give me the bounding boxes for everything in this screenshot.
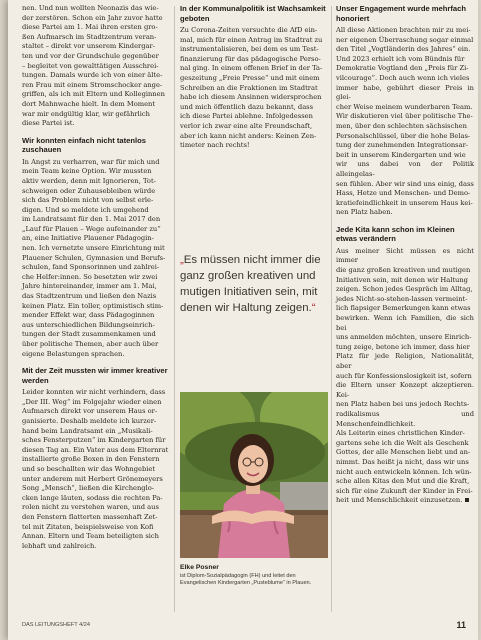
paragraph: All diese Aktionen brachten mir zu mei- ner eigenen Überraschung sogar einmal den Titel „Vogtländerin des Jahres“ ein. Und 2023 erhielt ich vom Bündnis für Demokratie Vogtland den „Preis für Zi- vilcourage“. Doch auch wenn ich vieles immer habe, gebührt dieser Preis in glei- cher Weise meinem wunderbaren Team. Wir diskutieren viel über politische The- men, über den schlechten sächsischen Personalschlüssel, über die hohe Belas- tung der zunehmenden Integrationsar- beit in unserem Kindergarten und wie wir uns dabei von der Politik alleingelas- sen fühlen. Aber wir sind uns einig, dass Hass, Hetze und Menschen- und Demo- kratiefeindlichkeit in unserem Haus kei- nen Platz haben. (336, 26, 474, 217)
column-1 (22, 4, 170, 555)
pull-quote-text: Es müssen nicht immer die ganz großen kreativen und mutigen Initiativen sein, mit denen wir Haltung zeigen. (180, 254, 321, 314)
paragraph: Leider konnten wir nicht verhindern, dass „Der III. Weg“ im Folgejahr wieder einen Aufmarsch direkt vor unserem Haus or- ganisierte. Deshalb meldete ich kurzer- hand beim Landratsamt ein „Musikali- sches Fensterputzen“ im Kindergarten für diesen Tag an. Ein Vater aus dem Elternrat installierte große Boxen in den Fenstern und so beschallten wir das Wohngebiet unter anderem mit Herbert Grönemeyers Song „Mensch“, ließen die Kirchenglo- cken lange läuten, sodass die rechten Pa- rolen nicht zu verstehen waren, und aus den Fenstern flatterten massenhaft Zet- tel mit Zitaten, beispielsweise von Kofi Annan. Eltern und Team beteiligten sich lebhaft und zahlreich. (22, 388, 169, 550)
paragraph: Zu Corona-Zeiten versuchte die AfD ein- mal, mich für einen Antrag im Stadtrat zu instrumentalisieren, bei dem es um Test- finanzierung für das pädagogische Perso- nal ging. In einem offenen Brief in der Ta- geszeitung „Freie Presse“ und mit einem Schreiben an die Fraktionen im Stadtrat habe ich diesem Ansinnen widersprochen und mich öffentlich dazu bekannt, dass ich diese Partei ablehne. Infolgedessen verlor ich zwar eine alte Freundschaft, aber ich kann nicht anders: Keinen Zen- timeter nach rechts! (180, 26, 323, 150)
pull-quote-block (180, 250, 328, 316)
pull-quote (180, 250, 328, 316)
column-2 (180, 4, 328, 614)
quote-open-mark: „ (180, 254, 184, 266)
magazine-page (8, 0, 478, 640)
publication-name: DAS LEITUNGSHEFT 4/24 (22, 622, 90, 628)
caption-text: ist Diplom-Sozialpädagogin (FH) und leitet den Evangelischen Kindergarten „Pusteblume“ in Plauen. (180, 573, 312, 587)
paragraph-text: Aus meiner Sicht müssen es nicht immer die ganz großen kreativen und mutigen Initiativen sein, mit denen wir Haltung zeigen. Schon jedes Gespräch im Alltag, jedes Nicht-so-stehen-lassen vermeint- lich flapsiger Bemerkungen kann etwas bewirken. Wenn ich Familien, die sich bei uns anmelden möchten, unsere Einrich- tung zeige, betone ich immer, dass hier Platz für jede Religion, Nationalität, aber auch für Konfessionslosigkeit ist, sofern die Eltern unser Konzept akzeptieren. Kei- nen Platz haben bei uns jedoch Rechts- radikalismus und Menschenfeindlichkeit. Als Leiterin eines christlichen Kinder- gartens sehe ich die Welt als Geschenk Gottes, der alle Menschen liebt und an- nimmt. Das heißt ja nicht, dass wir uns nicht auch entwickeln können. Ich wün- sche allen Kitas den Mut und die Kraft, sich für eine Zukunft der Kinder in Frei- heit und Menschlichkeit einzusetzen. (336, 246, 474, 505)
paragraph: In Angst zu verharren, war für mich und mein Team keine Option. Wir mussten aktiv werden, denn mit Ignorieren, Tot- schweigen oder Zuhausebleiben würde sich das Problem nicht von selbst erle- digen. Und so meldete ich umgehend im Landratsamt für den 1. Mai 2017 den „Lauf für Plauen – Wege aufeinander zu“ an, eine Initiative Plauener Pädagogin- nen. Ich vernetzte unsere Einrichtung mit Plauener Schulen, Gymnasien und Berufs- schulen, fand Sponsorinnen und zahlrei- che Helfer:innen. So besetzten wir zwei Jahre hintereinander, immer am 1. Mai, das Stadtzentrum und ließen den Nazis keinen Platz. Ein toller, optimistisch stim- mender Effekt war, dass Pädagoginnen aus unterschiedlichen Bildungseinrich- tungen der Stadt zusammenkamen und über politische Themen, aber auch über eigene Belastungen sprachen. (22, 157, 166, 358)
subheading: In der Kommunalpolitik ist Wachsamkeit geboten (180, 4, 326, 23)
paragraph: nen. Und nun wollten Neonazis das wie- der zerstören. Schon ein Jahr zuvor hatte diese Partei am 1. Mai ihren ersten gro- ßen Aufmarsch im Stadtzentrum veran- staltet – direkt vor unserem Kindergar- ten und vor der Grundschule gegenüber – begleitet von gewalttätigen Ausschrei- tungen. Damals wurde ich von einer älte- ren Frau mit einem Stromschocker ange- griffen, als ich mit Eltern und Kolleginnen dort Mahnwache hielt. In dem Moment war mir endgültig klar, wir gefährlich diese Partei ist. (22, 4, 165, 128)
column-divider (331, 6, 332, 612)
portrait-photo (180, 392, 328, 558)
subheading: Jede Kita kann schon im Kleinen etwas verändern (336, 224, 455, 244)
caption-name: Elke Posner (180, 564, 219, 571)
quote-close-mark: “ (311, 302, 316, 314)
subheading: Wir konnten einfach nicht tatenlos zuschauen (22, 135, 146, 155)
portrait-illustration (180, 392, 328, 558)
end-mark (465, 498, 469, 502)
subheading: Mit der Zeit mussten wir immer kreativer werden (22, 366, 168, 385)
page-footer (22, 620, 466, 630)
column-3 (336, 4, 474, 510)
page-number: 11 (456, 620, 466, 630)
paragraph (336, 247, 474, 506)
photo-caption (180, 564, 328, 588)
subheading: Unser Engagement wurde mehrfach honoriert (336, 4, 466, 23)
column-divider (174, 6, 175, 612)
